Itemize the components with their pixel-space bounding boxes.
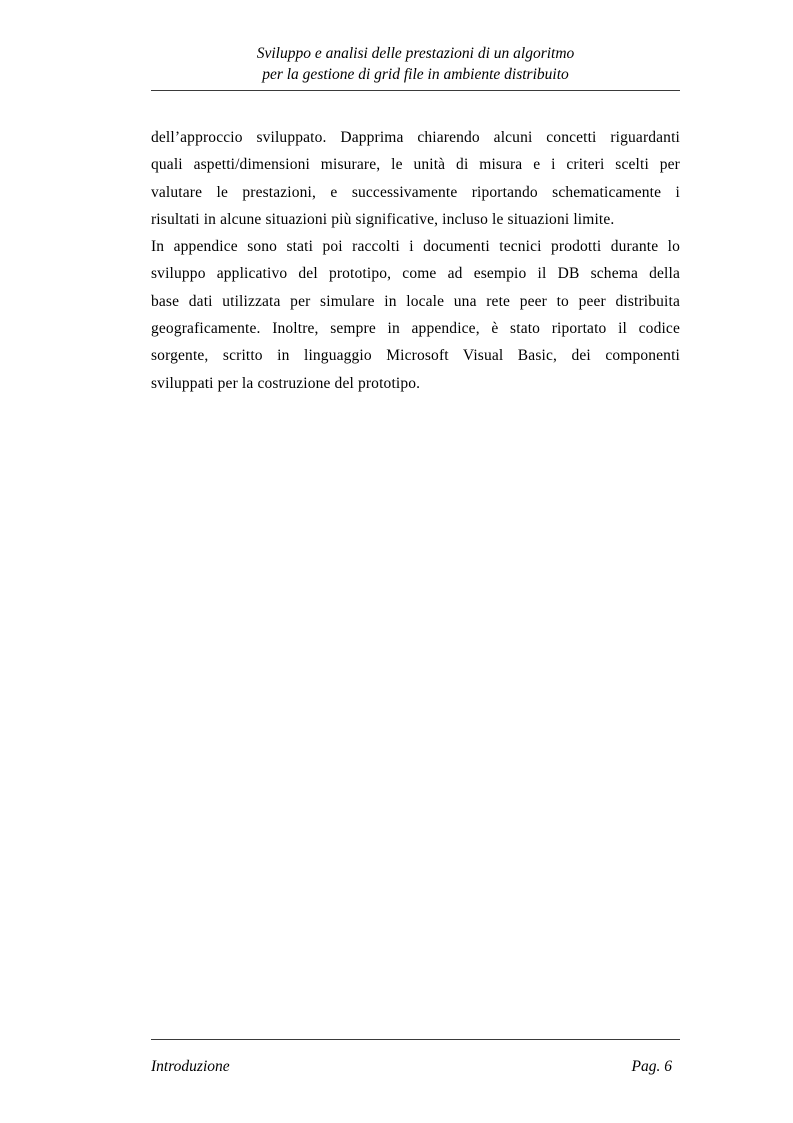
paragraph-2 bbox=[151, 233, 680, 397]
text-line: dell’approccio sviluppato. Dapprima chiarendo alcuni concetti riguardanti bbox=[151, 129, 680, 146]
text-line: base dati utilizzata per simulare in locale una rete peer to peer distribuita bbox=[151, 292, 680, 310]
header-title-line-1: Sviluppo e analisi delle prestazioni di un algoritmo bbox=[256, 45, 575, 62]
text-line: valutare le prestazioni, e successivamente riportando schematicamente i bbox=[151, 183, 680, 201]
text-line: geograficamente. Inoltre, sempre in appendice, è stato riportato il codice bbox=[151, 320, 680, 338]
text-line: sviluppati per la costruzione del prototipo. bbox=[151, 374, 421, 392]
body-text bbox=[151, 124, 680, 397]
header-title-line-2: per la gestione di grid file in ambiente distribuito bbox=[262, 66, 569, 83]
footer-section-name: Introduzione bbox=[151, 1058, 230, 1075]
text-line: quali aspetti/dimensioni misurare, le unità di misura e i criteri scelti per bbox=[151, 156, 680, 174]
text-line: sorgente, scritto in linguaggio Microsoft Visual Basic, dei componenti bbox=[151, 347, 680, 365]
text-line: In appendice sono stati poi raccolti i documenti tecnici prodotti durante lo bbox=[151, 238, 680, 256]
footer-divider bbox=[151, 1039, 680, 1040]
text-line: risultati in alcune situazioni più significative, incluso le situazioni limite. bbox=[151, 210, 615, 228]
header-divider bbox=[151, 90, 680, 91]
text-line: sviluppo applicativo del prototipo, come ad esempio il DB schema della bbox=[151, 265, 680, 283]
paragraph-1 bbox=[151, 124, 680, 233]
running-header bbox=[151, 43, 680, 85]
page-number: Pag. 6 bbox=[631, 1058, 672, 1075]
